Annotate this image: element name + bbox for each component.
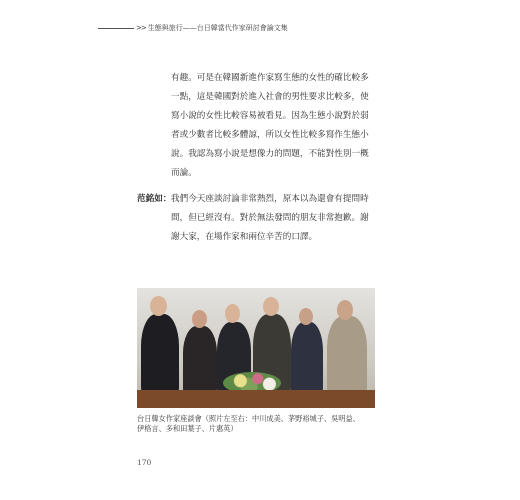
text-line: 說。我認為寫小說是想像力的問題，不能對性別一概 [171,149,369,159]
person-1-head [150,296,167,316]
text-line: 我們今天座談討論非常熱烈，原本以為還會有提問時 [171,194,369,204]
text-line: 有趣。可是在韓國新進作家寫生態的女性的確比較多 [171,73,369,83]
paragraph-1 [171,69,369,183]
header-rule [98,28,134,29]
text-line: 一點，這是韓國對於進入社會的男性要求比較多，使 [171,92,369,102]
person-5-head [299,308,313,325]
person-2 [183,326,217,394]
running-header [98,23,288,33]
person-2-head [192,310,207,328]
caption-line: 伊格言、多和田葉子、片惠英） [137,424,238,433]
person-6-head [337,300,353,320]
person-6 [327,316,367,394]
page-number: 170 [137,458,152,467]
caption-line: 台日韓女作家座談會（照片左至右：中川成美、茅野裕城子、吳明益、 [137,414,360,423]
person-5 [291,322,323,394]
header-title: 生態與旅行——台日韓當代作家研討會論文集 [147,24,288,32]
paragraph-2 [171,190,369,247]
text-line: 寫小說的女性比較容易被看見。因為生態小說對於弱 [171,111,369,121]
text-line: 者或少數者比較多體諒，所以女性比較多寫作生態小 [171,130,369,140]
header-arrow: >> [136,24,146,32]
text-line: 而論。 [171,168,197,178]
table [137,390,375,408]
person-3-head [225,304,240,323]
text-line: 謝大家，在場作家和兩位辛苦的口譯。 [171,232,318,242]
text-line: 間，但已經沒有。對於無法發問的朋友非常抱歉。謝 [171,213,369,223]
group-photo [137,288,375,408]
person-4-head [263,297,279,316]
speaker-name: 范銘如： [137,194,172,204]
photo-caption [137,414,360,434]
person-1 [141,314,179,394]
